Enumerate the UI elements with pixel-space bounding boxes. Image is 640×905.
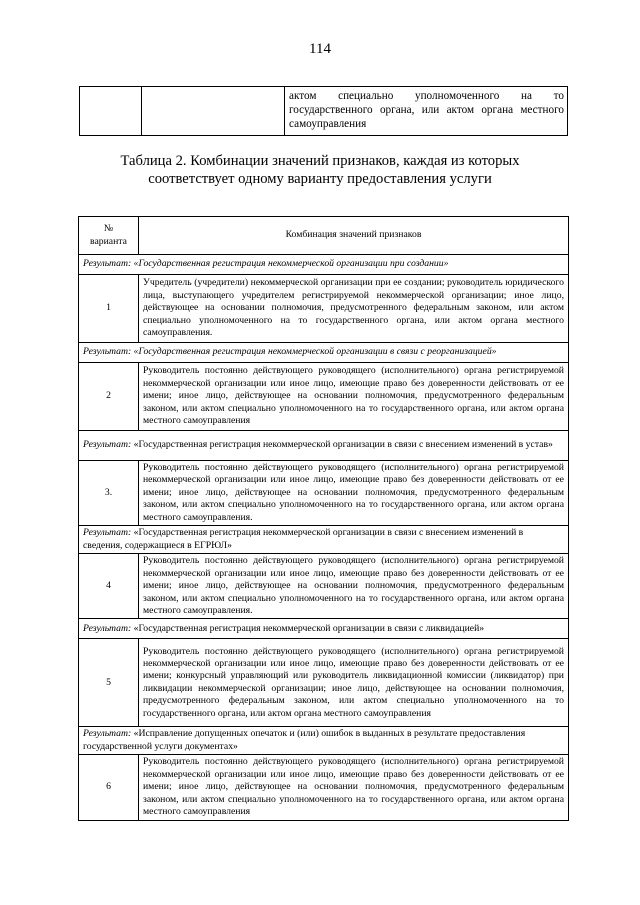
table-title <box>60 152 580 188</box>
header-combination: Комбинация значений признаков <box>139 217 569 255</box>
result-row <box>79 619 569 639</box>
result-cell <box>79 727 569 755</box>
variant-row <box>79 639 569 727</box>
variant-description: Учредитель (учредители) некоммерческой организации при ее создании; руководитель юридического лица, выступающего учредителем регистрируемой некоммерческой организации; иное лицо, действующее на основании полномочия, предусмотренного федеральным законом, или актом специально уполномоченного на то государственного органа, или актом органа местного самоуправления. <box>139 275 569 343</box>
result-row <box>79 431 569 461</box>
result-cell <box>79 619 569 639</box>
variant-number: 2 <box>79 363 139 431</box>
result-value: «Государственная регистрация некоммерческой организации в связи с внесением изменений в устав» <box>133 439 553 451</box>
result-value: «Государственная регистрация некоммерческой организации в связи с ликвидацией» <box>133 622 485 634</box>
page-number: 114 <box>309 41 331 57</box>
result-cell <box>79 255 569 275</box>
result-label: Результат: <box>83 439 132 451</box>
result-value: «Государственная регистрация некоммерческой организации в связи с реорганизацией» <box>133 346 497 358</box>
result-label: Результат: <box>83 258 132 270</box>
variant-description: Руководитель постоянно действующего руководящего (исполнительного) органа регистрируемой некоммерческой организации или иное лицо, имеющие право без доверенности действовать от ее имени; иное лицо, действующее на основании полномочия, предусмотренного федеральным законом, или актом специально уполномоченного на то государственного органа, или актом органа местного самоуправления <box>139 755 569 820</box>
empty-cell <box>80 87 142 136</box>
continued-table-fragment <box>79 86 568 136</box>
result-row <box>79 255 569 275</box>
variant-number: 4 <box>79 554 139 619</box>
empty-cell <box>142 87 285 136</box>
result-value: «Государственная регистрация некоммерческой организации при создании» <box>133 258 449 270</box>
table-title-line-1: Таблица 2. Комбинации значений признаков, каждая из которых <box>120 153 520 169</box>
result-row <box>79 526 569 554</box>
result-label: Результат: <box>83 728 132 740</box>
variant-description: Руководитель постоянно действующего руководящего (исполнительного) органа регистрируемой некоммерческой организации или иное лицо, имеющие право без доверенности действовать от ее имени; иное лицо, действующее на основании полномочия, предусмотренного федеральным законом, или актом специально уполномоченного на то государственного органа, или актом органа местного самоуправления. <box>139 554 569 619</box>
variant-row <box>79 755 569 820</box>
header-number: № варианта <box>79 217 139 255</box>
table-header-row <box>79 217 569 255</box>
result-cell <box>79 526 569 554</box>
combinations-table <box>78 216 569 821</box>
variant-number: 6 <box>79 755 139 820</box>
result-value: «Государственная регистрация некоммерческой организации в связи с внесением изменений в сведения, содержащиеся в ЕГРЮЛ» <box>83 527 524 551</box>
result-value: «Исправление допущенных опечаток и (или) ошибок в выданных в результате предоставления государственной услуги документах» <box>83 728 526 752</box>
result-cell <box>79 343 569 363</box>
variant-number: 5 <box>79 639 139 727</box>
result-label: Результат: <box>83 346 132 358</box>
variant-description: Руководитель постоянно действующего руководящего (исполнительного) органа регистрируемой некоммерческой организации или иное лицо, имеющие право без доверенности действовать от ее имени; конкурсный управляющий или руководитель ликвидационной комиссии (ликвидатор) при ликвидации некоммерческой организации; иное лицо, действующее на основании полномочия, предусмотренного федеральным законом, или актом специально уполномоченного на то государственного органа, или актом органа местного самоуправления <box>139 639 569 727</box>
variant-description: Руководитель постоянно действующего руководящего (исполнительного) органа регистрируемой некоммерческой организации или иное лицо, имеющие право без доверенности действовать от ее имени; иное лицо, действующее на основании полномочия, предусмотренного федеральным законом, или актом специально уполномоченного на то государственного органа, или актом органа местного самоуправления. <box>139 461 569 526</box>
variant-description: Руководитель постоянно действующего руководящего (исполнительного) органа регистрируемой некоммерческой организации или иное лицо, имеющие право без доверенности действовать от ее имени; иное лицо, действующее на основании полномочия, предусмотренного федеральным законом, или актом специально уполномоченного на то государственного органа, или актом органа местного самоуправления <box>139 363 569 431</box>
result-row <box>79 343 569 363</box>
table-title-line-2: соответствует одному варианту предоставления услуги <box>148 171 492 187</box>
result-cell <box>79 431 569 461</box>
result-row <box>79 727 569 755</box>
variant-number: 1 <box>79 275 139 343</box>
fragment-cell <box>285 87 568 136</box>
variant-row <box>79 275 569 343</box>
variant-row <box>79 461 569 526</box>
variant-row <box>79 554 569 619</box>
fragment-text: актом специально уполномоченного на то государственного органа, или актом органа местного самоуправления <box>289 90 564 130</box>
variant-number: 3. <box>79 461 139 526</box>
variant-row <box>79 363 569 431</box>
result-label: Результат: <box>83 622 132 634</box>
result-label: Результат: <box>83 527 132 539</box>
